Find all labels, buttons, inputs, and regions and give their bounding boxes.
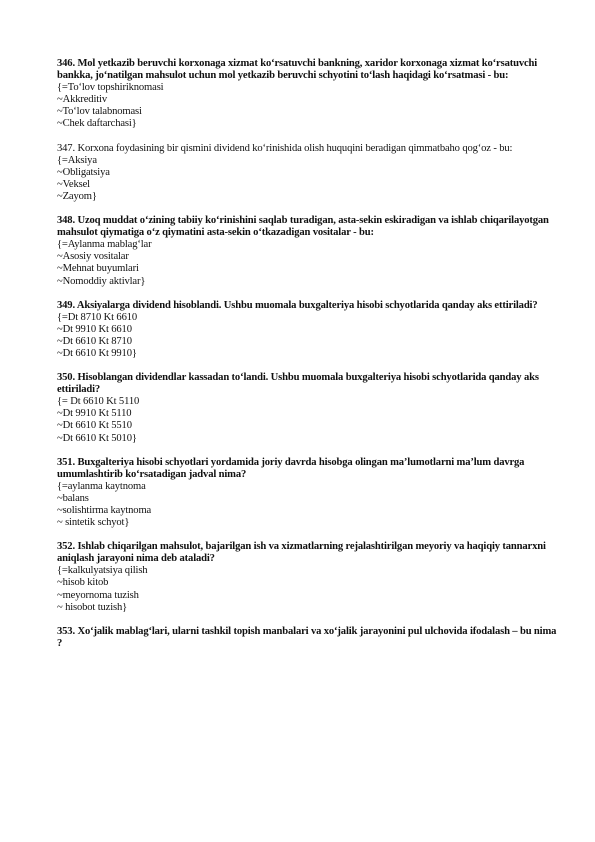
question-353 (57, 626, 557, 650)
question-title: 349. Aksiyalarga dividend hisoblandi. Ushbu muomala buxgalteriya hisobi schyotlarida qanday aks ettiriladi? (57, 299, 538, 311)
question-title: 347. Korxona foydasining bir qismini dividend ko‘rinishida olish huquqini beradigan qimmatbaho qog‘oz - bu: (57, 142, 513, 154)
answer-option: ~Zayom} (57, 190, 97, 202)
answer-option: ~Akkreditiv (57, 94, 107, 106)
answer-option: ~Obligatsiya (57, 166, 110, 178)
answer-option: ~Veksel (57, 178, 90, 190)
answer-option: ~balans (57, 492, 89, 504)
answer-option: ~Dt 9910 Kt 5110 (57, 408, 132, 420)
question-title: 351. Buxgalteriya hisobi schyotlari yordamida joriy davrda hisobga olingan ma’lumotlarni ma’lum davrga umumlashtirib ko‘rsatadigan jadval nima? (57, 456, 525, 480)
answer-option: ~hisob kitob (57, 577, 109, 589)
question-title: 352. Ishlab chiqarilgan mahsulot, bajarilgan ish va xizmatlarning rejalashtirilgan meyoriy va haqiqiy tannarxni aniqlash jarayoni nima deb ataladi? (57, 541, 546, 565)
answer-option: ~meyornoma tuzish (57, 589, 139, 601)
answer-option: {= Dt 6610 Kt 5110 (57, 396, 140, 408)
question-351 (57, 457, 557, 530)
question-350 (57, 372, 557, 445)
answer-option: {=aylanma kaytnoma (57, 480, 146, 492)
answer-option: ~Chek daftarchasi} (57, 118, 137, 130)
answer-option: ~ hisobot tuzish} (57, 601, 128, 613)
answer-option: ~Nomoddiy aktivlar} (57, 275, 146, 287)
answer-option: ~Dt 6610 Kt 5510 (57, 420, 132, 432)
question-title: 353. Xo‘jalik mablag‘lari, ularni tashkil topish manbalari va xo‘jalik jarayonini pul ulchovida ifodalash – bu nima ? (57, 625, 557, 649)
answer-option: ~To‘lov talabnomasi (57, 106, 142, 118)
question-title: 350. Hisoblangan dividendlar kassadan to‘landi. Ushbu muomala buxgalteriya hisobi schyotlarida qanday aks ettiriladi? (57, 372, 539, 396)
answer-option: ~Dt 6610 Kt 8710 (57, 335, 132, 347)
question-348 (57, 215, 557, 288)
answer-option: ~Dt 6610 Kt 5010} (57, 432, 137, 444)
question-346 (57, 58, 557, 131)
answer-option: {=Dt 8710 Kt 6610 (57, 311, 138, 323)
question-352 (57, 541, 557, 614)
answer-option: ~ sintetik schyot} (57, 517, 130, 529)
document-page (57, 58, 557, 662)
answer-option: {=Aylanma mablag‘lar (57, 239, 152, 251)
question-title: 346. Mol yetkazib beruvchi korxonaga xizmat ko‘rsatuvchi bankning, xaridor korxonaga xizmat ko‘rsatuvchi bankka, jo‘natilgan mahsulot uchun mol yetkazib beruvchi schyotini to‘lash haqidagi ko‘rsatmasi - bu: (57, 58, 538, 82)
answer-option: ~Asosiy vositalar (57, 251, 129, 263)
question-349 (57, 300, 557, 360)
question-title: 348. Uzoq muddat o‘zining tabiiy ko‘rinishini saqlab turadigan, asta-sekin eskiradigan va ishlab chiqarilayotgan mahsulot qiymatiga o‘z qiymatini asta-sekin o‘tkazadigan vositalar - bu: (57, 215, 549, 239)
answer-option: ~solishtirma kaytnoma (57, 505, 152, 516)
question-347 (57, 143, 557, 203)
answer-option: {=Aksiya (57, 154, 97, 166)
answer-option: {=kalkulyatsiya qilish (57, 565, 148, 577)
answer-option: ~Dt 6610 Kt 9910} (57, 347, 137, 359)
answer-option: {=To‘lov topshiriknomasi (57, 82, 164, 94)
answer-option: ~Mehnat buyumlari (57, 263, 139, 275)
answer-option: ~Dt 9910 Kt 6610 (57, 323, 132, 335)
